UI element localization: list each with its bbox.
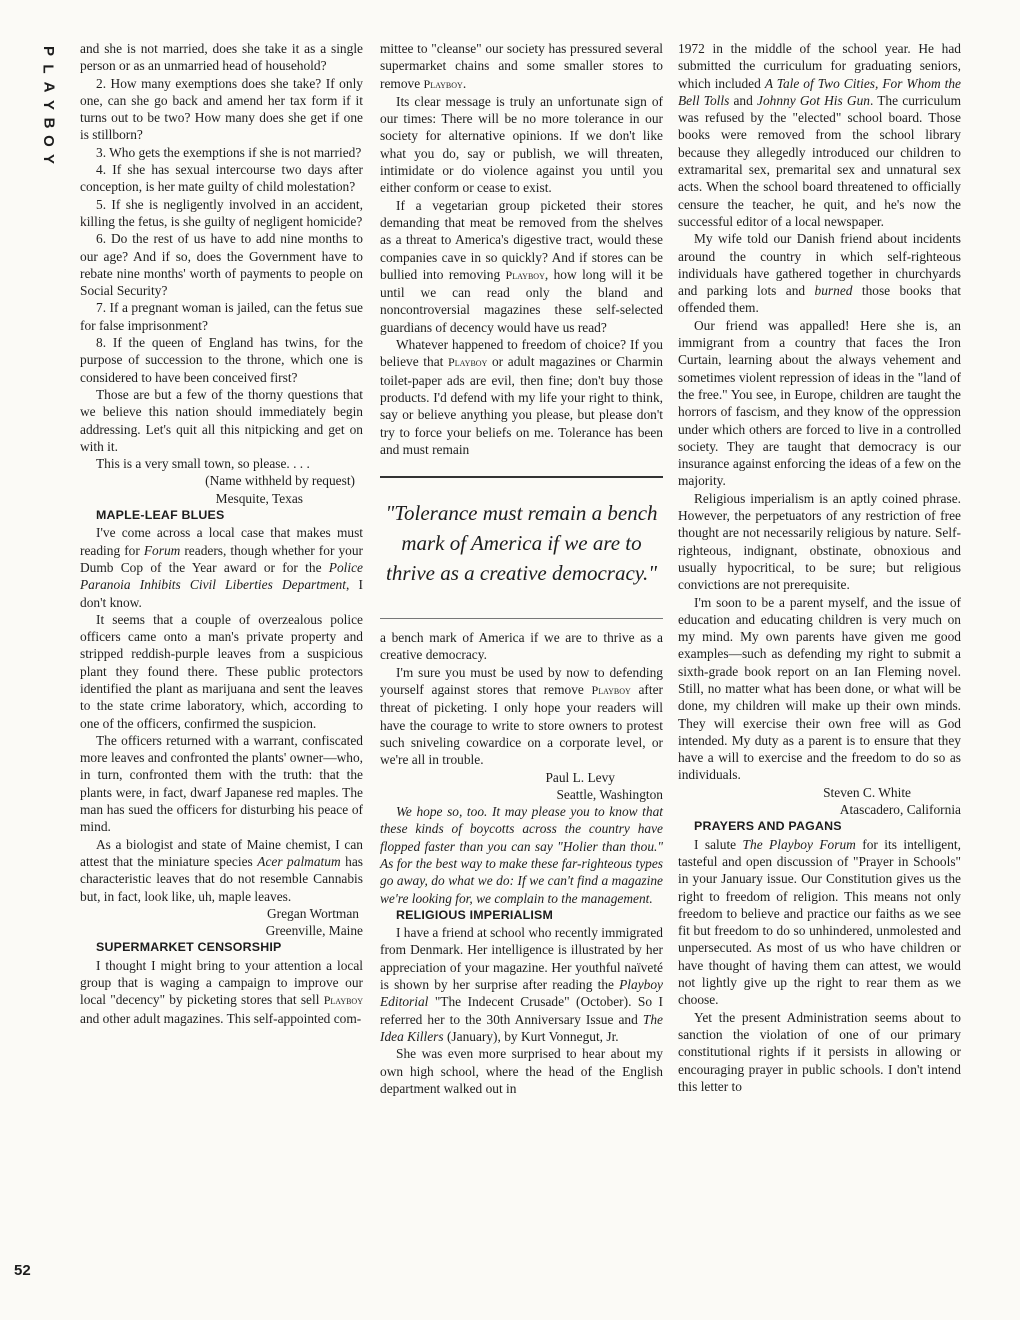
paragraph: Yet the present Administration seems about to sanction the violation of one of our primary constitutional rights if it persists in allowing or encouraging prayer in public schools. I don't intend this letter to [678,1009,961,1094]
editor-reply: We hope so, too. It may please you to know that these kinds of boycotts across the country have flopped faster than you can say "Holier than thou." As for the best way to make these far-righteous types go away, do what we do: If we can't find a magazine we're looking for, we complain to the management. [380,804,663,906]
paragraph: 4. If she has sexual intercourse two days after conception, is her mate guilty of child molestation? [80,162,363,195]
paragraph: 1972 in the middle of the school year. He had submitted the curriculum for graduating seniors, which included A Tale of Two Cities, For Whom the Bell Tolls and Johnny Got His Gun. The curriculum was refused by the "elected" school board. Those books were removed from the school library because they allegedly introduced our children to extramarital sex, premarital sex and unnatural sex acts. When the school board threatened to officially censure the teacher, he quit, and he's now the successful editor of a local newspaper. [678,41,961,229]
section-heading-prayers-and-pagans: PRAYERS AND PAGANS [694,819,842,834]
signature-location: Mesquite, Texas [215,490,303,506]
section-heading-supermarket-censorship: SUPERMARKET CENSORSHIP [96,940,282,955]
section-heading-religious-imperialism: RELIGIOUS IMPERIALISM [396,907,554,922]
paragraph: 3. Who gets the exemptions if she is not married? [96,144,362,160]
masthead-logo-vertical: P L A Y B O Y [39,45,57,165]
paragraph: 7. If a pregnant woman is jailed, can the fetus sue for false imprisonment? [80,300,363,333]
signature-location: Seattle, Washington [556,786,663,802]
paragraph: I'm sure you must be used by now to defending yourself against stores that remove Playboy after threat of picketing. I only hope your readers will have the courage to write to store owners to protest such sniveling cowardice on a corporate level, or we're all in trouble. [380,664,663,768]
paragraph: She was even more surprised to hear about my own high school, where the head of the English department walked out in [380,1046,663,1096]
signature-location: Greenville, Maine [265,923,363,939]
paragraph: Whatever happened to freedom of choice? If you believe that Playboy or adult magazines or Charmin toilet-paper ads are evil, then fine; don't buy those products. I'd defend with my life your right to think, say or believe anything you please, but please don't try to force your beliefs on me. Tolerance has been and must remain [380,337,663,457]
paragraph: As a biologist and state of Maine chemist, I can attest that the miniature species Acer palmatum has characteristic leaves that do not resemble Cannabis but, in fact, look like, uh, maple leaves. [80,836,363,904]
signature-location: Atascadero, California [839,802,961,818]
paragraph: I have a friend at school who recently immigrated from Denmark. Her intelligence is illustrated by her appreciation of your magazine. Her youthful naïveté is shown by her surprise after reading the Playboy Editorial "The Indecent Crusade" (October). So I referred her to the 30th Anniversary Issue and The Idea Killers (January), by Kurt Vonnegut, Jr. [380,925,663,1044]
paragraph: This is a very small town, so please. . . . [96,456,310,472]
paragraph: 5. If she is negligently involved in an accident, killing the fetus, is she guilty of negligent homicide? [80,196,363,229]
signature-name: (Name withheld by request) [205,473,355,489]
column-3 [678,40,961,1095]
page-number: 52 [14,1262,31,1279]
column-1 [80,40,363,1027]
paragraph: 2. How many exemptions does she take? If only one, can she go back and amend her tax form if it turns out to be two? How many does she get if one is stillborn? [80,75,363,143]
paragraph: I've come across a local case that makes must reading for Forum readers, though whether for your Dumb Cop of the Year award or for the Police Paranoia Inhibits Civil Liberties Department, I don't know. [80,525,364,610]
paragraph: Our friend was appalled! Here she is, an immigrant from a country that faces the Iron Curtain, learning about the always vehement and sometimes violent repression of ideas in the "land of the free." You see, in Europe, children are taught the horrors of fascism, and they know of the oppression under which others are forced to live in a controlled society. They are taught that democracy is our insurance against enforcing the ideas of a few on the majority. [678,317,961,489]
paragraph: mittee to "cleanse" our society has pressured several supermarket chains and some smaller stores to remove Playboy. [380,41,663,91]
paragraph: Religious imperialism is an aptly coined phrase. However, the perpetuators of any restriction of free thought are not necessarily religious by nature. Self-righteous, indignant, obstinate, obnoxious and usually hypocritical, to be sure; but religious convictions are not prerequisite. [678,490,961,593]
pull-quote: "Tolerance must remain a bench mark of America if we are to thrive as a creative democracy." [380,476,663,619]
paragraph: I salute The Playboy Forum for its intelligent, tasteful and open discussion of "Prayer in Schools" in your January issue. Our Constitution gives us the right to freedom of religion. This means not only freedom to believe and practice our faiths as we see fit but freedom to do so unhindered, unmolested and unpersecuted. As most of us who have children or have thought of having them can attest, we would not lightly give up the right to rear them as we choose. [678,836,961,1008]
paragraph: It seems that a couple of overzealous police officers came onto a man's private property and stripped reddish-purple leaves from a suspicious plant they found there. These public protectors identified the plant as marijuana and sent the leaves to the state crime laboratory, which, according to one of the officers, confirmed the suspicion. [80,611,363,731]
paragraph: If a vegetarian group picketed their stores demanding that meat be removed from the shelves as a threat to America's digestive tract, would these companies cave in so quickly? And if stores can be bullied into removing Playboy, how long will it be until we can read only the bland and noncontroversial magazines these self-selected guardians of decency would have us read? [380,197,663,335]
paragraph: 8. If the queen of England has twins, for the purpose of succession to the throne, which one is considered to have been conceived first? [80,335,363,385]
paragraph: 6. Do the rest of us have to add nine months to our age? And if so, does the Government have to rebate nine months' worth of payments to people on Social Security? [80,231,363,299]
paragraph: I thought I might bring to your attention a local group that is waging a campaign to improve our local "decency" by picketing stores that sell Playboy and other adult magazines. This self-appointed com- [80,957,363,1026]
paragraph: and she is not married, does she take it as a single person or as an unmarried head of household? [80,41,363,74]
paragraph: Its clear message is truly an unfortunate sign of our times: There will be no more tolerance in our society for alternative opinions. If we don't like what you do, say or publish, we will threaten, intimidate or do violence against you until you either conform or cease to exist. [380,93,663,196]
paragraph: a bench mark of America if we are to thrive as a creative democracy. [380,630,663,663]
paragraph: The officers returned with a warrant, confiscated more leaves and confronted the plants' owner—who, in turn, confronted them with the truth: that the plants were, in fact, dwarf Japanese red maples. The man has sued the officers for disturbing his peace of mind. [80,732,363,835]
paragraph: I'm soon to be a parent myself, and the issue of education and educating children is very much on my mind. My own parents have given me good examples—such as defending my right to submit a sixth-grade book report on an Ian Fleming novel. Still, no matter what has been done, or what will be done, my children will make up their own minds. They will exercise their own free will as God intended. My duty as a parent is to ensure that they have a will to exercise and the freedom to do so as individuals. [678,594,961,783]
paragraph: Those are but a few of the thorny questions that we believe this nation should immediately begin addressing. Let's quit all this nitpicking and get on with it. [80,386,363,454]
section-heading-maple-leaf-blues: MAPLE-LEAF BLUES [96,508,225,523]
column-2 [380,40,663,1097]
signature-name: Paul L. Levy [545,769,615,785]
signature-name: Steven C. White [823,784,911,800]
paragraph: My wife told our Danish friend about incidents around the country in which self-righteous individuals have gathered together in churchyards and parking lots and burned those books that offended them. [678,231,961,316]
signature-name: Gregan Wortman [266,905,359,921]
